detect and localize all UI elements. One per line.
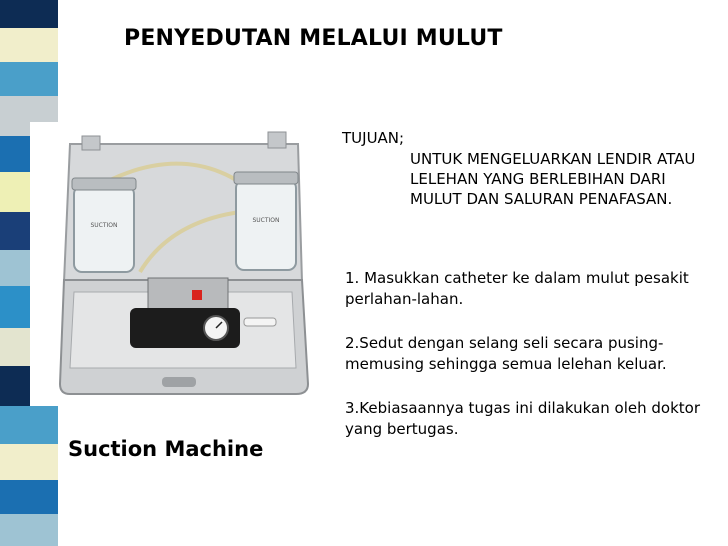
slide-title: PENYEDUTAN MELALUI MULUT <box>124 26 503 51</box>
stripe-band <box>0 480 58 514</box>
stripe-band <box>0 28 58 62</box>
stripe-band <box>0 0 58 28</box>
stripe-band <box>0 444 58 480</box>
stripe-band <box>0 62 58 96</box>
step-item: 2.Sedut dengan selang seli secara pusing-memusing sehingga semua lelehan keluar. <box>345 334 667 373</box>
tujuan-label: TUJUAN; <box>342 129 405 147</box>
step-item: 1. Masukkan catheter ke dalam mulut pesakit perlahan-lahan. <box>345 269 689 308</box>
stripe-band <box>0 514 58 546</box>
step-item: 3.Kebiasaannya tugas ini dilakukan oleh doktor yang bertugas. <box>345 399 700 438</box>
stripe-band <box>0 406 58 444</box>
image-caption: Suction Machine <box>68 437 264 461</box>
svg-text:SUCTION: SUCTION <box>252 217 280 224</box>
step-list <box>345 268 715 463</box>
tujuan-text: UNTUK MENGELUARKAN LENDIR ATAU LELEHAN YANG BERLEBIHAN DARI MULUT DAN SALURAN PENAFASAN. <box>410 150 696 208</box>
svg-text:SUCTION: SUCTION <box>90 222 118 229</box>
suction-machine-image <box>30 122 320 406</box>
